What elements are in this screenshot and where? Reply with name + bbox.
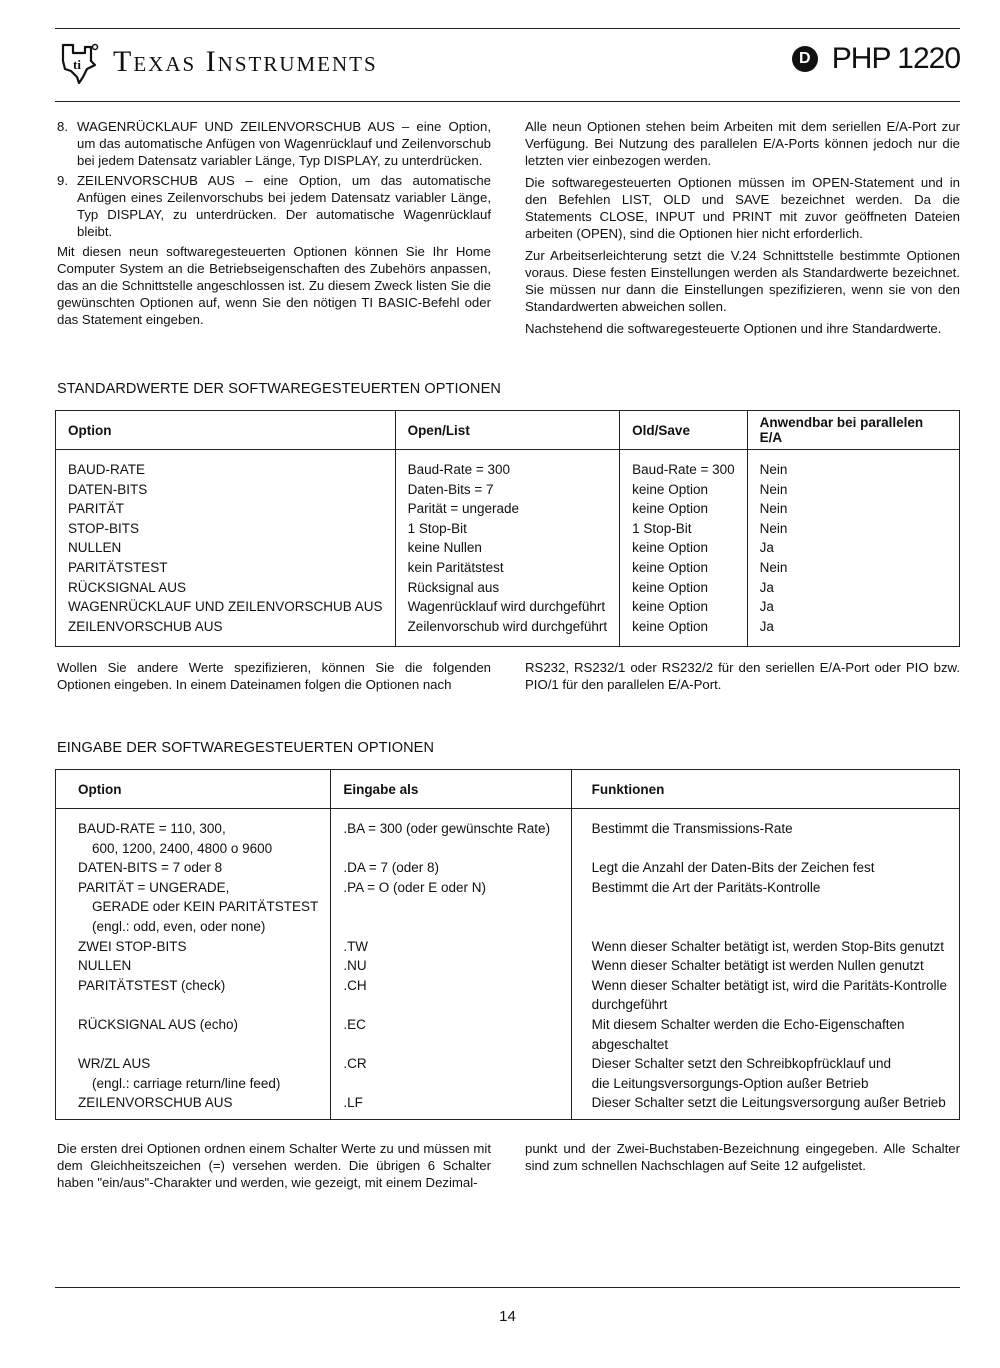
brand-name: Texas Instruments xyxy=(113,45,378,78)
table-cell xyxy=(56,638,396,647)
column-header: Funktionen xyxy=(571,770,959,809)
table-cell: durchgeführt xyxy=(571,997,959,1017)
table-cell: Rücksignal aus xyxy=(395,580,620,600)
table-cell xyxy=(620,638,747,647)
paragraph: Zur Arbeitserleichterung setzt die V.24 Schnittstelle bestimmte Optionen voraus. Diese festen Einstellungen werden als Standardwerte bezeichnet. Sie müssen nur dann die Einstellungen spezifizieren, wenn sie von den Standardwerten abweichen sollen. xyxy=(525,248,960,314)
table-spacer-row xyxy=(56,638,960,647)
table-cell xyxy=(56,809,331,822)
table-cell: PARITÄTSTEST xyxy=(56,560,396,580)
brand xyxy=(55,38,378,86)
table-cell: Ja xyxy=(747,619,959,639)
paragraph: Die ersten drei Optionen ordnen einem Schalter Werte zu und müssen mit dem Gleichheitszeichen (=) versehen werden. Die übrigen 6 Schalter haben "ein/aus"-Charakter und werden, wie gezeigt, mit einem Dezimal- xyxy=(57,1141,491,1190)
table-cell xyxy=(331,1076,571,1096)
table-cell xyxy=(395,638,620,647)
table-cell xyxy=(56,841,331,861)
svg-text:ti: ti xyxy=(73,57,81,72)
column-header: Open/List xyxy=(395,411,620,450)
table-cell xyxy=(331,1115,571,1120)
column-header: Option xyxy=(56,411,396,450)
table-row xyxy=(56,482,960,502)
table-header-row xyxy=(56,411,960,450)
paragraph: Die softwaregesteuerten Optionen müssen im OPEN-Statement und in den Befehlen LIST, OLD und SAVE bezeichnet werden. Da die Statements CLOSE, INPUT und PRINT mit zuvor geöffneten Dateien arbeiten (OPEN), sind die Optionen hier nicht erforderlich. xyxy=(525,175,960,241)
table-cell xyxy=(571,841,959,861)
paragraph: Alle neun Optionen stehen beim Arbeiten mit dem seriellen E/A-Port zur Verfügung. Bei Nutzung des parallelen E/A-Ports können jedoch nur die letzten vier einbezogen werden. xyxy=(525,119,960,168)
table-cell xyxy=(331,919,571,939)
table-row xyxy=(56,521,960,541)
table-cell: .TW xyxy=(331,939,571,959)
table-cell: BAUD-RATE = 110, 300, xyxy=(56,821,331,841)
table-spacer-row xyxy=(56,450,960,463)
table-cell: kein Paritätstest xyxy=(395,560,620,580)
table-cell: Mit diesem Schalter werden die Echo-Eigenschaften xyxy=(571,1017,959,1037)
table-cell xyxy=(571,899,959,919)
column-header: Option xyxy=(56,770,331,809)
table-cell: ZEILENVORSCHUB AUS xyxy=(56,1095,331,1115)
table-cell: Baud-Rate = 300 xyxy=(620,462,747,482)
table-cell: .LF xyxy=(331,1095,571,1115)
table-cell: keine Option xyxy=(620,580,747,600)
table-row xyxy=(56,1037,960,1057)
table-row xyxy=(56,1076,960,1096)
table-cell: Zeilenvorschub wird durchgeführt xyxy=(395,619,620,639)
table-cell: keine Option xyxy=(620,540,747,560)
table-cell: Nein xyxy=(747,501,959,521)
table-row xyxy=(56,1095,960,1115)
paragraph: RS232, RS232/1 oder RS232/2 für den seriellen E/A-Port oder PIO bzw. PIO/1 für den parallelen E/A-Port. xyxy=(525,660,960,692)
table-cell: BAUD-RATE xyxy=(56,462,396,482)
table-cell: keine Option xyxy=(620,560,747,580)
list-number: 9. xyxy=(57,173,68,188)
page-number: 14 xyxy=(499,1308,516,1325)
table-cell: .CH xyxy=(331,978,571,998)
table-cell xyxy=(56,1076,331,1096)
table-cell xyxy=(331,1037,571,1057)
table-cell: Ja xyxy=(747,540,959,560)
table-cell xyxy=(747,450,959,463)
table-spacer-row xyxy=(56,809,960,822)
table-cell: Wenn dieser Schalter betätigt ist, werden Stop-Bits genutzt xyxy=(571,939,959,959)
table-row xyxy=(56,939,960,959)
table-row xyxy=(56,880,960,900)
column-header: Eingabe als xyxy=(331,770,571,809)
table-cell: Parität = ungerade xyxy=(395,501,620,521)
table-cell: Nein xyxy=(747,462,959,482)
list-item xyxy=(57,118,491,169)
table-cell xyxy=(620,450,747,463)
table-cell: Nein xyxy=(747,521,959,541)
bottom-left-text xyxy=(57,1140,491,1196)
table-cell xyxy=(571,1115,959,1120)
table-cell xyxy=(331,899,571,919)
middle-left-text xyxy=(57,659,491,698)
table-cell: PARITÄT xyxy=(56,501,396,521)
table-cell: Legt die Anzahl der Daten-Bits der Zeichen fest xyxy=(571,860,959,880)
footer-rule xyxy=(55,1287,960,1288)
table-cell xyxy=(571,919,959,939)
table-cell xyxy=(395,450,620,463)
table-row xyxy=(56,580,960,600)
cell-text: GERADE oder KEIN PARITÄTSTEST xyxy=(92,899,319,915)
table-cell xyxy=(56,1037,331,1057)
table-row xyxy=(56,841,960,861)
table1-title: STANDARDWERTE DER SOFTWAREGESTEUERTEN OPTIONEN xyxy=(57,381,501,397)
table-cell: keine Option xyxy=(620,619,747,639)
table-cell: .BA = 300 (oder gewünschte Rate) xyxy=(331,821,571,841)
table-cell: PARITÄTSTEST (check) xyxy=(56,978,331,998)
table-cell: Baud-Rate = 300 xyxy=(395,462,620,482)
table-cell: keine Nullen xyxy=(395,540,620,560)
table-cell: RÜCKSIGNAL AUS (echo) xyxy=(56,1017,331,1037)
model-number: PHP 1220 xyxy=(831,42,960,75)
table-cell xyxy=(747,638,959,647)
table-cell: 1 Stop-Bit xyxy=(620,521,747,541)
middle-right-text xyxy=(525,659,960,698)
paragraph: punkt und der Zwei-Buchstaben-Bezeichnung eingegeben. Alle Schalter sind zum schnellen Nachschlagen auf Seite 12 aufgelistet. xyxy=(525,1141,960,1173)
table-row xyxy=(56,1017,960,1037)
table-cell: NULLEN xyxy=(56,958,331,978)
table-row xyxy=(56,899,960,919)
table-cell: Bestimmt die Art der Paritäts-Kontrolle xyxy=(571,880,959,900)
intro-right-column xyxy=(525,118,960,342)
table-row xyxy=(56,1056,960,1076)
table-cell xyxy=(56,919,331,939)
list-text: WAGENRÜCKLAUF UND ZEILENVORSCHUB AUS – eine Option, um das automatische Anfügen von Wagenrücklauf und Zeilenvorschub bei jedem Datensatz variabler Länge, Typ DISPLAY, zu unterdrücken. xyxy=(77,119,491,168)
table-cell: 1 Stop-Bit xyxy=(395,521,620,541)
table-cell: RÜCKSIGNAL AUS xyxy=(56,580,396,600)
table-cell: DATEN-BITS xyxy=(56,482,396,502)
table-cell xyxy=(56,450,396,463)
table-cell xyxy=(56,1115,331,1120)
column-header: Anwendbar bei parallelen E/A xyxy=(747,411,959,450)
header-rule xyxy=(55,101,960,102)
table-cell: Bestimmt die Transmissions-Rate xyxy=(571,821,959,841)
table-cell: Dieser Schalter setzt die Leitungsversorgung außer Betrieb xyxy=(571,1095,959,1115)
table-row xyxy=(56,860,960,880)
table-row xyxy=(56,821,960,841)
language-badge: D xyxy=(792,46,818,72)
table-row xyxy=(56,599,960,619)
table-cell: Nein xyxy=(747,482,959,502)
table-cell: Wenn dieser Schalter betätigt ist werden Nullen genutzt xyxy=(571,958,959,978)
table-cell: Ja xyxy=(747,580,959,600)
table-row xyxy=(56,919,960,939)
table-cell: NULLEN xyxy=(56,540,396,560)
table-row xyxy=(56,958,960,978)
input-options-table xyxy=(55,769,960,1120)
cell-text: (engl.: carriage return/line feed) xyxy=(92,1075,281,1091)
table-cell: ZEILENVORSCHUB AUS xyxy=(56,619,396,639)
table-row xyxy=(56,462,960,482)
table2-title: EINGABE DER SOFTWAREGESTEUERTEN OPTIONEN xyxy=(57,740,435,756)
table-cell: WAGENRÜCKLAUF UND ZEILENVORSCHUB AUS xyxy=(56,599,396,619)
table-cell: ZWEI STOP-BITS xyxy=(56,939,331,959)
intro-paragraph: Mit diesen neun softwaregesteuerten Optionen können Sie Ihr Home Computer System an die Betriebseigenschaften des Zubehörs anpassen, das an die Schnittstelle angeschlossen ist. Zu diesem Zweck listen Sie die gewünschten Optionen auf, wenn Sie den nötigen TI BASIC-Befehl oder das Statement eingeben. xyxy=(57,244,491,327)
cell-text: (engl.: odd, even, oder none) xyxy=(92,918,266,934)
table-cell xyxy=(331,997,571,1017)
table-row xyxy=(56,619,960,639)
table-cell: Nein xyxy=(747,560,959,580)
table-row xyxy=(56,997,960,1017)
paragraph: Wollen Sie andere Werte spezifizieren, können Sie die folgenden Optionen eingeben. In einem Dateinamen folgen die Optionen nach xyxy=(57,660,491,692)
table-cell: Daten-Bits = 7 xyxy=(395,482,620,502)
table-cell: abgeschaltet xyxy=(571,1037,959,1057)
table-cell: Wagenrücklauf wird durchgeführt xyxy=(395,599,620,619)
table-spacer-row xyxy=(56,1115,960,1120)
table-cell: Wenn dieser Schalter betätigt ist, wird die Paritäts-Kontrolle xyxy=(571,978,959,998)
table-cell: STOP-BITS xyxy=(56,521,396,541)
bottom-right-text xyxy=(525,1140,960,1179)
table-cell xyxy=(331,809,571,822)
table-cell: WR/ZL AUS xyxy=(56,1056,331,1076)
list-item xyxy=(57,172,491,240)
table-cell: Ja xyxy=(747,599,959,619)
table-cell: die Leitungsversorgungs-Option außer Betrieb xyxy=(571,1076,959,1096)
table-cell: keine Option xyxy=(620,599,747,619)
paragraph: Nachstehend die softwaregesteuerte Optionen und ihre Standardwerte. xyxy=(525,321,942,336)
table-cell: keine Option xyxy=(620,482,747,502)
table-row xyxy=(56,540,960,560)
table-cell: DATEN-BITS = 7 oder 8 xyxy=(56,860,331,880)
table-cell: .CR xyxy=(331,1056,571,1076)
table-cell: keine Option xyxy=(620,501,747,521)
top-rule xyxy=(55,28,960,29)
texas-instruments-logo-icon xyxy=(55,39,101,85)
table-cell: PARITÄT = UNGERADE, xyxy=(56,880,331,900)
intro-left-column xyxy=(57,118,491,333)
table-cell: Dieser Schalter setzt den Schreibkopfrücklauf und xyxy=(571,1056,959,1076)
table-row xyxy=(56,501,960,521)
table-row xyxy=(56,978,960,998)
table-cell xyxy=(56,899,331,919)
table-row xyxy=(56,560,960,580)
table-cell xyxy=(331,841,571,861)
table-cell xyxy=(56,997,331,1017)
column-header: Old/Save xyxy=(620,411,747,450)
cell-text: 600, 1200, 2400, 4800 o 9600 xyxy=(92,840,273,856)
table-cell: .NU xyxy=(331,958,571,978)
defaults-table xyxy=(55,410,960,647)
model-label xyxy=(792,42,960,76)
list-text: ZEILENVORSCHUB AUS – eine Option, um das automatische Anfügen eines Zeilenvorschubs bei jedem Datensatz variabler Länge, Typ DISPLAY, zu unterdrücken. Der automatische Wagenrücklauf bleibt. xyxy=(77,173,491,239)
list-number: 8. xyxy=(57,119,68,134)
table-cell: .EC xyxy=(331,1017,571,1037)
table-cell: .PA = O (oder E oder N) xyxy=(331,880,571,900)
table-header-row xyxy=(56,770,960,809)
table-cell xyxy=(571,809,959,822)
table-cell: .DA = 7 (oder 8) xyxy=(331,860,571,880)
